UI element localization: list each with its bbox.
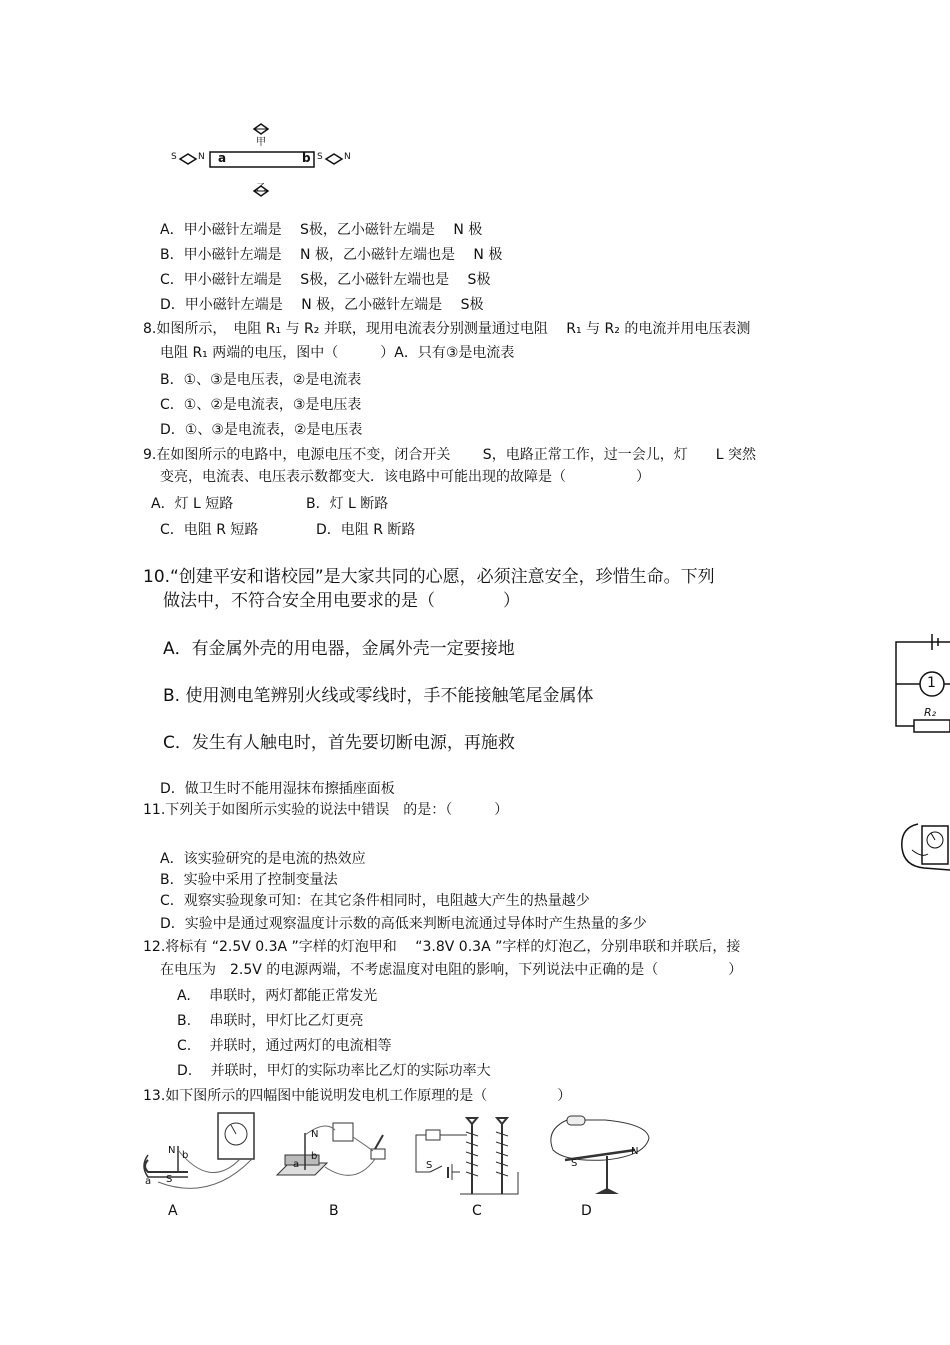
q13-label-d: D <box>581 1203 592 1219</box>
q13-b-label-b: b <box>311 1151 318 1162</box>
q9-option-b: B．灯 L 断路 <box>306 496 389 512</box>
q13-figure-c <box>412 1112 537 1198</box>
q13-d-label-n: N <box>631 1146 639 1157</box>
q7-option-c: C．甲小磁针左端是 S极，乙小磁针左端也是 S极 <box>160 272 491 288</box>
q12-option-b: B. 串联时，甲灯比乙灯更亮 <box>177 1013 364 1029</box>
q8-option-d: D．①、③是电流表，②是电压表 <box>160 422 363 438</box>
q8-option-b: B．①、③是电压表，②是电流表 <box>160 372 362 388</box>
label-s-right: S <box>317 152 323 162</box>
q13-a-label-n: N <box>168 1145 176 1156</box>
side-r2-label: R₂ <box>924 706 937 719</box>
side-apparatus-figure <box>898 818 950 882</box>
side-meter-1-label: 1 <box>927 675 936 691</box>
q13-c-label-s: S <box>426 1160 433 1171</box>
q13-stem: 13.如下图所示的四幅图中能说明发电机工作原理的是（ ） <box>143 1088 572 1104</box>
label-yi: 乙 <box>256 183 266 194</box>
q7-option-b: B．甲小磁针左端是 N 极，乙小磁针左端也是 N 极 <box>160 247 503 263</box>
q12-stem-line1: 12.将标有 “2.5V 0.3A ”字样的灯泡甲和 “3.8V 0.3A ”字样的灯泡乙，分别串联和并联后，接 <box>143 939 741 955</box>
q7-option-d: D．甲小磁针左端是 N 极，乙小磁针左端是 S极 <box>160 297 484 313</box>
q12-option-d: D. 并联时，甲灯的实际功率比乙灯的实际功率大 <box>177 1063 491 1079</box>
q8-stem-line1: 8.如图所示， 电阻 R₁ 与 R₂ 并联，现用电流表分别测量通过电阻 R₁ 与 R₂ 的电流并用电压表测 <box>143 321 751 337</box>
q13-label-c: C <box>472 1203 482 1219</box>
q7-option-a: A．甲小磁针左端是 S极，乙小磁针左端是 N 极 <box>160 222 483 238</box>
q13-b-label-a: a <box>293 1159 300 1170</box>
q13-figure-d <box>545 1110 660 1200</box>
q13-a-label-s: S <box>166 1174 173 1185</box>
q12-option-a: A. 串联时，两灯都能正常发光 <box>177 988 378 1004</box>
q8-stem-line2: 电阻 R₁ 两端的电压，图中（ ）A．只有③是电流表 <box>160 345 515 361</box>
q10-option-c: C．发生有人触电时，首先要切断电源，再施救 <box>163 733 515 753</box>
q10-stem-line1: 10.“创建平安和谐校园”是大家共同的心愿，必须注意安全，珍惜生命。下列 <box>143 567 715 587</box>
q11-option-c: C．观察实验现象可知：在其它条件相同时，电阻越大产生的热量越少 <box>160 893 590 909</box>
q13-a-label-b: b <box>182 1150 189 1161</box>
magnet-figure <box>168 120 358 202</box>
q13-d-label-s: S <box>571 1158 578 1169</box>
q12-stem-line2: 在电压为 2.5V 的电源两端，不考虑温度对电阻的影响，下列说法中正确的是（ ） <box>160 962 743 978</box>
q13-label-a: A <box>168 1203 178 1219</box>
label-s-left: S <box>171 152 177 162</box>
q9-stem-line1: 9.在如图所示的电路中，电源电压不变，闭合开关 S，电路正常工作，过一会儿，灯 L 突然 <box>143 447 756 463</box>
label-a: a <box>218 151 227 165</box>
label-jia: 甲 <box>256 137 266 148</box>
label-b: b <box>302 151 311 165</box>
label-n-left: N <box>198 152 205 162</box>
q9-option-d: D．电阻 R 断路 <box>316 522 416 538</box>
label-n-right: N <box>344 152 351 162</box>
q8-option-c: C．①、②是电流表，③是电压表 <box>160 397 362 413</box>
q13-figure-b <box>275 1115 400 1195</box>
q12-option-c: C. 并联时，通过两灯的电流相等 <box>177 1038 392 1054</box>
q11-stem: 11.下列关于如图所示实验的说法中错误 的是：（ ） <box>143 802 509 818</box>
q10-stem-line2: 做法中，不符合安全用电要求的是（ ） <box>163 591 520 611</box>
q9-option-a: A．灯 L 短路 <box>151 496 234 512</box>
q11-option-d: D．实验中是通过观察温度计示数的高低来判断电流通过导体时产生热量的多少 <box>160 916 647 932</box>
q9-option-c: C．电阻 R 短路 <box>160 522 259 538</box>
q9-stem-line2: 变亮，电流表、电压表示数都变大．该电路中可能出现的故障是（ ） <box>160 469 650 485</box>
q13-figure-a <box>140 1110 265 1195</box>
side-circuit-figure <box>890 630 950 735</box>
q13-b-label-n: N <box>311 1129 319 1140</box>
q10-option-a: A．有金属外壳的用电器，金属外壳一定要接地 <box>163 639 515 659</box>
q13-label-b: B <box>329 1203 339 1219</box>
q10-option-b: B. 使用测电笔辨别火线或零线时，手不能接触笔尾金属体 <box>163 686 594 706</box>
q13-a-label-a: a <box>145 1176 152 1187</box>
q10-option-d: D．做卫生时不能用湿抹布擦插座面板 <box>160 781 395 797</box>
q11-option-b: B．实验中采用了控制变量法 <box>160 872 338 888</box>
q11-option-a: A．该实验研究的是电流的热效应 <box>160 851 366 867</box>
